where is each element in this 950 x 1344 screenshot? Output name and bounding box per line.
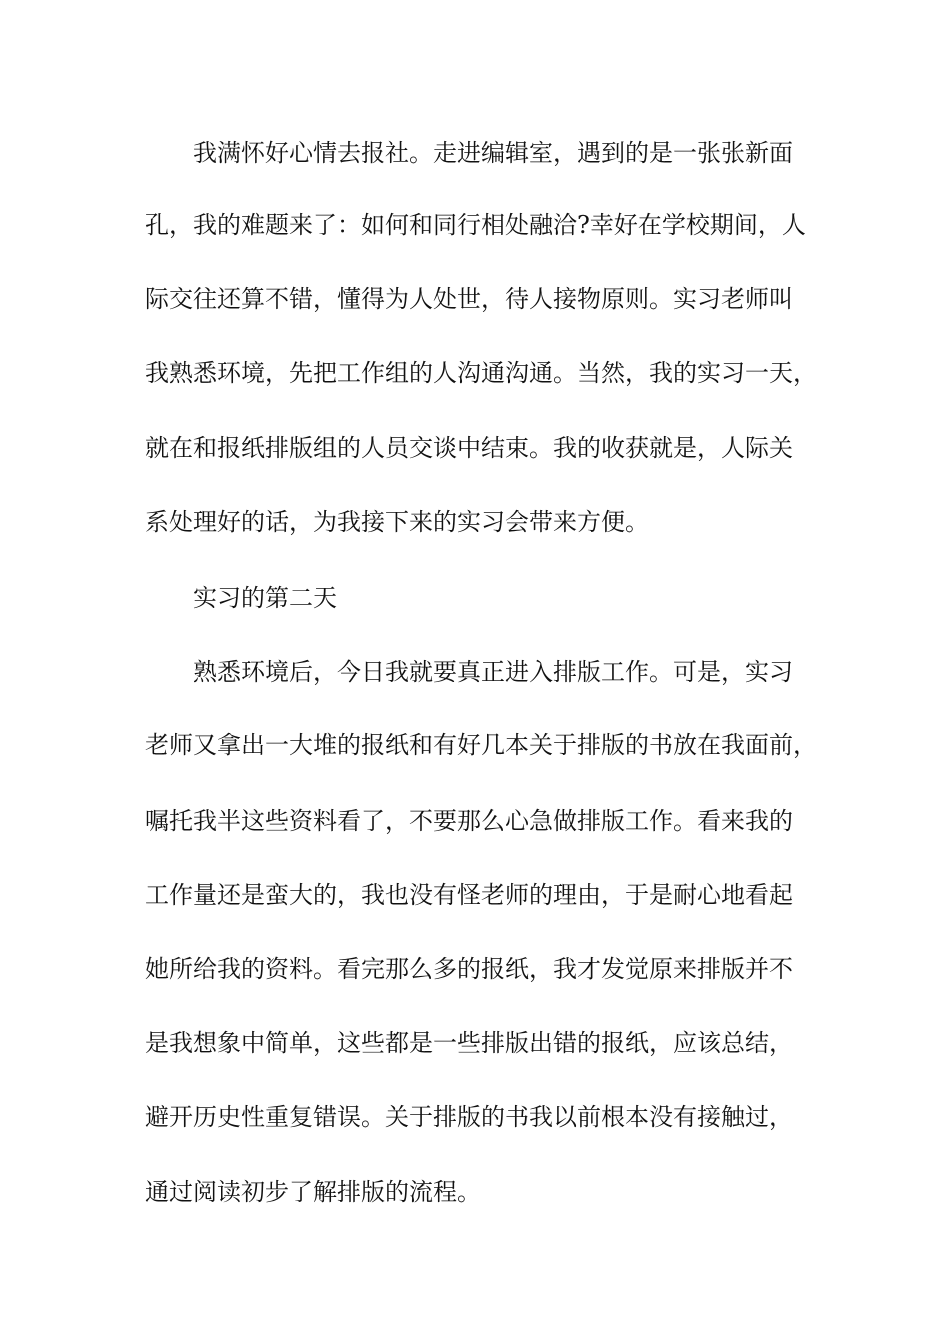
section-heading-day-two: 实习的第二天 bbox=[193, 584, 337, 612]
paragraph-2-line-6: 是我想象中简单，这些都是一些排版出错的报纸，应该总结， bbox=[145, 1029, 793, 1057]
paragraph-2-line-8: 通过阅读初步了解排版的流程。 bbox=[145, 1178, 481, 1206]
paragraph-1-line-4: 我熟悉环境，先把工作组的人沟通沟通。当然，我的实习一天， bbox=[145, 359, 817, 387]
paragraph-1-line-1: 我满怀好心情去报社。走进编辑室，遇到的是一张张新面 bbox=[193, 139, 793, 167]
paragraph-2-line-1: 熟悉环境后，今日我就要真正进入排版工作。可是，实习 bbox=[193, 658, 793, 686]
paragraph-2-line-5: 她所给我的资料。看完那么多的报纸，我才发觉原来排版并不 bbox=[145, 955, 793, 983]
paragraph-1-line-2: 孔，我的难题来了：如何和同行相处融洽?幸好在学校期间，人 bbox=[145, 211, 806, 239]
paragraph-2-line-7: 避开历史性重复错误。关于排版的书我以前根本没有接触过， bbox=[145, 1103, 793, 1131]
paragraph-2-line-4: 工作量还是蛮大的，我也没有怪老师的理由，于是耐心地看起 bbox=[145, 881, 793, 909]
paragraph-2-line-3: 嘱托我半这些资料看了，不要那么心急做排版工作。看来我的 bbox=[145, 807, 793, 835]
paragraph-1-line-3: 际交往还算不错，懂得为人处世，待人接物原则。实习老师叫 bbox=[145, 285, 793, 313]
paragraph-1-line-6: 系处理好的话，为我接下来的实习会带来方便。 bbox=[145, 508, 649, 536]
paragraph-1-line-5: 就在和报纸排版组的人员交谈中结束。我的收获就是，人际关 bbox=[145, 434, 793, 462]
paragraph-2-line-2: 老师又拿出一大堆的报纸和有好几本关于排版的书放在我面前， bbox=[145, 731, 817, 759]
